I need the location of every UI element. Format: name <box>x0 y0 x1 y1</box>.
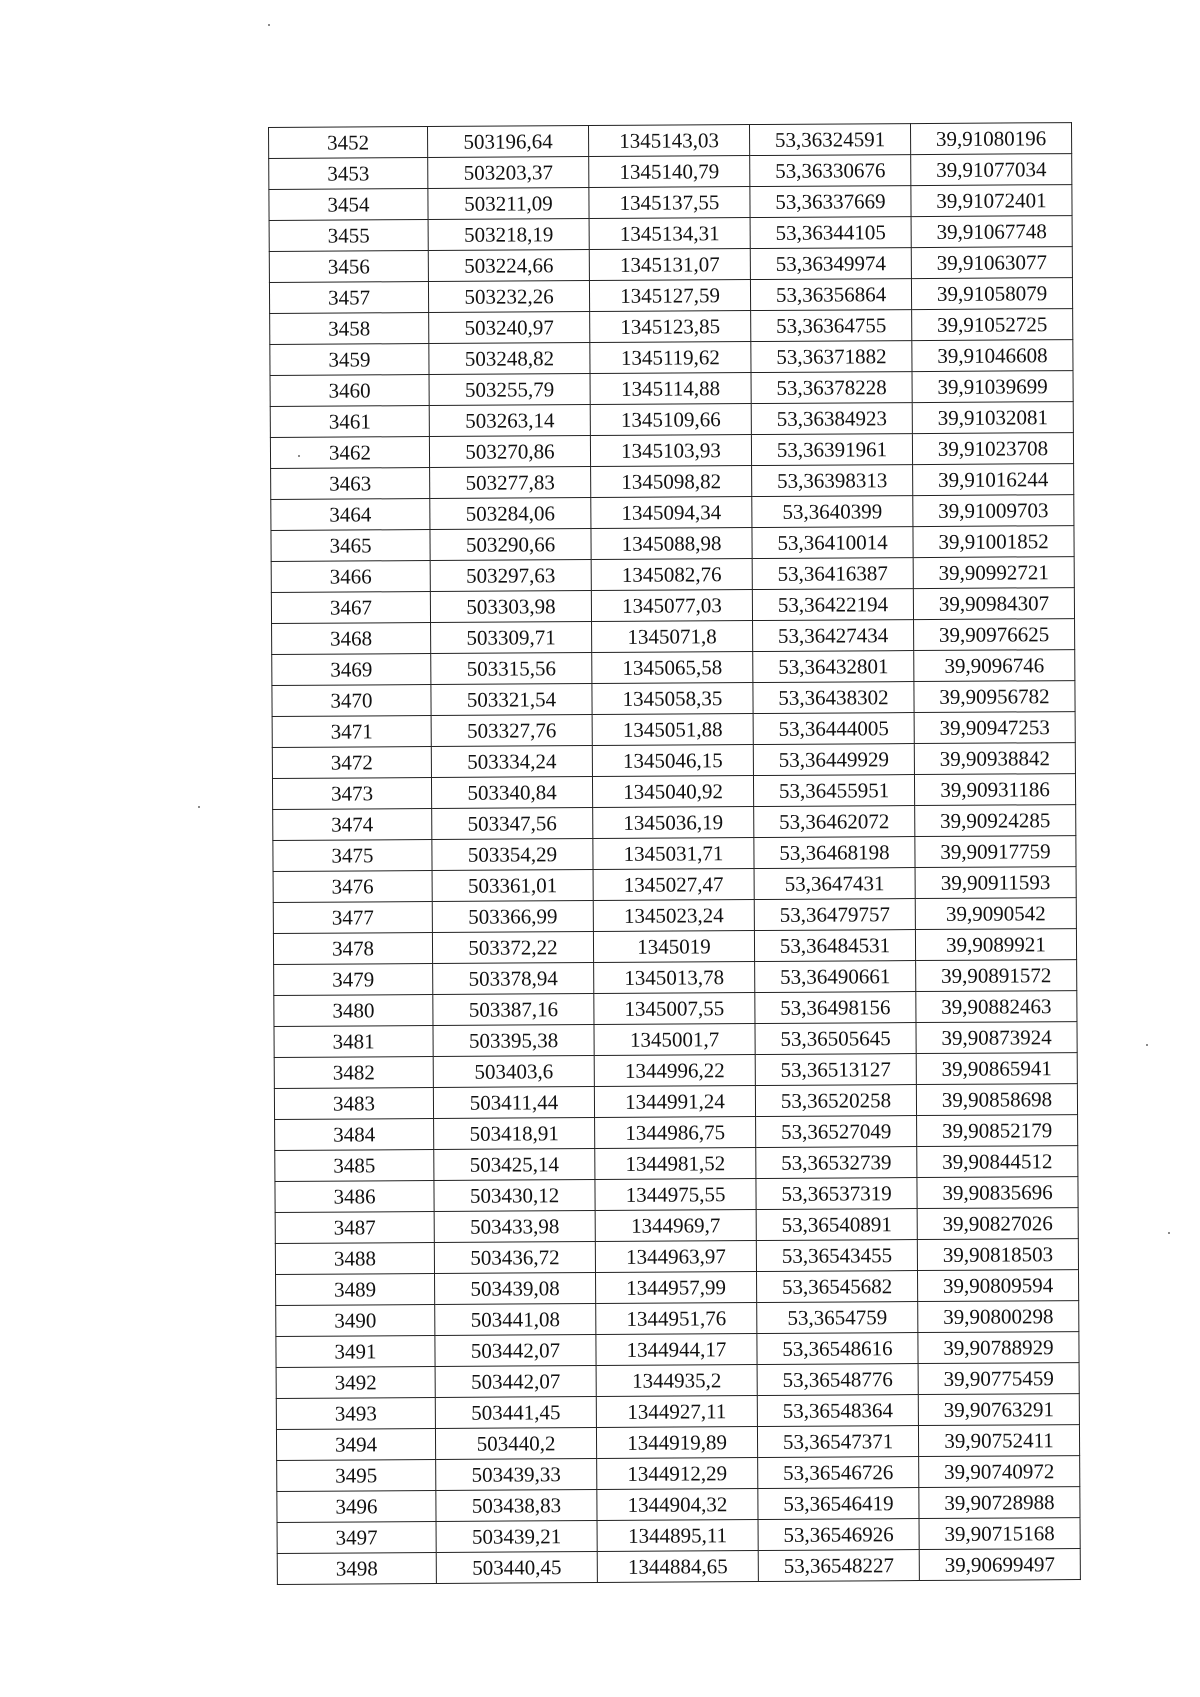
table-cell: 39,90976625 <box>914 619 1075 651</box>
table-cell: 503439,33 <box>436 1459 597 1491</box>
table-cell: 3480 <box>274 995 433 1027</box>
table-cell: 53,36548364 <box>757 1395 918 1427</box>
table-row <box>275 1208 1078 1244</box>
table-cell: 1345134,31 <box>589 218 750 250</box>
table-cell: 1345031,71 <box>593 838 754 870</box>
table-cell: 53,36537319 <box>756 1178 917 1210</box>
table-row <box>272 619 1075 655</box>
table-cell: 39,90809594 <box>917 1270 1078 1302</box>
table-cell: 53,36356864 <box>750 279 911 311</box>
table-row <box>273 867 1076 903</box>
table-cell: 53,36344105 <box>750 217 911 249</box>
table-cell: 3465 <box>271 530 430 562</box>
table-row <box>272 774 1075 810</box>
table-cell: 39,90938842 <box>914 743 1075 775</box>
table-cell: 3493 <box>276 1398 435 1430</box>
table-cell: 39,90800298 <box>918 1301 1079 1333</box>
scan-speck <box>1146 1044 1148 1046</box>
table-cell: 39,91009703 <box>913 495 1074 527</box>
table-cell: 39,90911593 <box>915 867 1076 899</box>
table-cell: 3479 <box>274 964 433 996</box>
table-cell: 503340,84 <box>431 777 592 809</box>
table-cell: 3489 <box>276 1274 435 1306</box>
table-cell: 3452 <box>269 127 428 159</box>
table-cell: 53,36540891 <box>756 1209 917 1241</box>
table-cell: 503334,24 <box>431 746 592 778</box>
table-cell: 39,90947253 <box>914 712 1075 744</box>
table-cell: 53,36479757 <box>754 899 915 931</box>
table-cell: 39,91052725 <box>912 309 1073 341</box>
table-cell: 53,36548616 <box>757 1333 918 1365</box>
table-cell: 503442,07 <box>435 1335 596 1367</box>
table-cell: 503203,37 <box>428 157 589 189</box>
table-row <box>270 371 1073 407</box>
table-cell: 53,36548776 <box>757 1364 918 1396</box>
table-cell: 1345109,66 <box>590 404 751 436</box>
table-row <box>269 216 1072 252</box>
table-cell: 3487 <box>275 1212 434 1244</box>
table-row <box>270 309 1073 345</box>
table-cell: 3455 <box>269 220 428 252</box>
table-cell: 39,9089921 <box>915 929 1076 961</box>
table-row <box>269 247 1072 283</box>
table-cell: 53,36427434 <box>753 620 914 652</box>
table-cell: 53,36498156 <box>755 992 916 1024</box>
table-cell: 3457 <box>269 282 428 314</box>
table-row <box>270 433 1073 469</box>
table-cell: 1344991,24 <box>594 1086 755 1118</box>
table-cell: 53,36438302 <box>753 682 914 714</box>
table-cell: 39,90699497 <box>919 1549 1080 1581</box>
table-cell: 503433,98 <box>434 1211 595 1243</box>
table-cell: 503440,45 <box>436 1552 597 1584</box>
scan-speck <box>198 806 200 808</box>
table-row <box>271 495 1074 531</box>
table-cell: 39,90931186 <box>914 774 1075 806</box>
scan-speck <box>1168 1232 1170 1234</box>
table-cell: 503303,98 <box>430 591 591 623</box>
table-row <box>275 1146 1078 1182</box>
table-cell: 503403,6 <box>433 1056 594 1088</box>
table-cell: 53,36547371 <box>757 1426 918 1458</box>
table-cell: 1344935,2 <box>596 1365 757 1397</box>
table-cell: 39,90956782 <box>914 681 1075 713</box>
table-cell: 53,36337669 <box>750 186 911 218</box>
table-cell: 1344969,7 <box>595 1210 756 1242</box>
coordinates-table-body <box>269 123 1081 1585</box>
table-cell: 39,9096746 <box>914 650 1075 682</box>
table-cell: 3495 <box>277 1460 436 1492</box>
table-row <box>269 278 1072 314</box>
table-cell: 39,90992721 <box>913 557 1074 589</box>
table-cell: 1345071,8 <box>592 621 753 653</box>
table-cell: 503361,01 <box>432 870 593 902</box>
table-cell: 1345019 <box>593 931 754 963</box>
table-cell: 3453 <box>269 158 428 190</box>
table-row <box>274 1022 1077 1058</box>
table-cell: 1344927,11 <box>596 1396 757 1428</box>
table-cell: 503232,26 <box>428 281 589 313</box>
table-row <box>271 557 1074 593</box>
table-cell: 3485 <box>275 1150 434 1182</box>
table-cell: 39,90882463 <box>916 991 1077 1023</box>
table-row <box>274 1084 1077 1120</box>
table-row <box>275 1115 1078 1151</box>
table-row <box>273 805 1076 841</box>
table-row <box>272 712 1075 748</box>
table-cell: 39,91016244 <box>913 464 1074 496</box>
table-cell: 53,36349974 <box>750 248 911 280</box>
table-cell: 53,36513127 <box>755 1054 916 1086</box>
table-cell: 39,90715168 <box>919 1518 1080 1550</box>
table-cell: 503425,14 <box>434 1149 595 1181</box>
table-cell: 503224,66 <box>428 250 589 282</box>
table-cell: 3474 <box>273 809 432 841</box>
table-cell: 53,36546726 <box>758 1457 919 1489</box>
table-cell: 39,90852179 <box>917 1115 1078 1147</box>
table-cell: 503439,08 <box>435 1273 596 1305</box>
table-cell: 3464 <box>271 499 430 531</box>
table-cell: 53,36455951 <box>753 775 914 807</box>
table-cell: 53,36527049 <box>756 1116 917 1148</box>
table-row <box>270 340 1073 376</box>
table-cell: 503240,97 <box>429 312 590 344</box>
table-cell: 53,36543455 <box>756 1240 917 1272</box>
table-cell: 39,91046608 <box>912 340 1073 372</box>
table-cell: 39,90827026 <box>917 1208 1078 1240</box>
table-cell: 503290,66 <box>430 529 591 561</box>
table-cell: 39,90891572 <box>916 960 1077 992</box>
table-cell: 39,91001852 <box>913 526 1074 558</box>
table-row <box>277 1518 1080 1554</box>
table-cell: 3473 <box>272 778 431 810</box>
table-cell: 3478 <box>273 933 432 965</box>
table-cell: 1345013,78 <box>594 962 755 994</box>
table-cell: 503366,99 <box>432 901 593 933</box>
table-cell: 1345001,7 <box>594 1024 755 1056</box>
table-cell: 3471 <box>272 716 431 748</box>
table-cell: 39,90835696 <box>917 1177 1078 1209</box>
table-cell: 1345140,79 <box>589 156 750 188</box>
table-cell: 1345123,85 <box>590 311 751 343</box>
table-row <box>274 991 1077 1027</box>
table-cell: 1345065,58 <box>592 652 753 684</box>
table-row <box>269 123 1072 159</box>
table-cell: 1345131,07 <box>589 249 750 281</box>
table-row <box>270 402 1073 438</box>
table-cell: 39,91067748 <box>911 216 1072 248</box>
table-cell: 53,3640399 <box>752 496 913 528</box>
table-cell: 1344904,32 <box>597 1489 758 1521</box>
table-cell: 53,36484531 <box>754 930 915 962</box>
table-cell: 3467 <box>271 592 430 624</box>
table-cell: 3492 <box>276 1367 435 1399</box>
table-cell: 39,91039699 <box>912 371 1073 403</box>
table-cell: 1345082,76 <box>591 559 752 591</box>
table-cell: 53,36490661 <box>755 961 916 993</box>
table-row <box>271 588 1074 624</box>
table-cell: 39,91080196 <box>910 123 1071 155</box>
table-cell: 1344963,97 <box>595 1241 756 1273</box>
table-row <box>276 1425 1079 1461</box>
table-cell: 503438,83 <box>436 1490 597 1522</box>
table-cell: 3459 <box>270 344 429 376</box>
table-cell: 53,36330676 <box>750 155 911 187</box>
table-cell: 1345077,03 <box>591 590 752 622</box>
table-cell: 53,36545682 <box>757 1271 918 1303</box>
table-cell: 1344957,99 <box>596 1272 757 1304</box>
table-cell: 53,36432801 <box>753 651 914 683</box>
table-cell: 3494 <box>276 1429 435 1461</box>
table-cell: 1345040,92 <box>592 776 753 808</box>
table-cell: 53,36546419 <box>758 1488 919 1520</box>
table-cell: 3456 <box>269 251 428 283</box>
table-cell: 3469 <box>272 654 431 686</box>
table-row <box>275 1239 1078 1275</box>
table-cell: 3497 <box>277 1521 436 1553</box>
table-cell: 39,90873924 <box>916 1022 1077 1054</box>
table-row <box>277 1487 1080 1523</box>
table-cell: 503387,16 <box>433 994 594 1026</box>
table-cell: 39,91063077 <box>911 247 1072 279</box>
table-cell: 39,91077034 <box>911 154 1072 186</box>
table-row <box>274 960 1077 996</box>
table-cell: 53,36416387 <box>752 558 913 590</box>
table-cell: 39,90763291 <box>918 1394 1079 1426</box>
table-cell: 1344919,89 <box>596 1427 757 1459</box>
table-cell: 503430,12 <box>434 1180 595 1212</box>
table-row <box>276 1363 1079 1399</box>
table-cell: 503277,83 <box>430 467 591 499</box>
table-cell: 39,9090542 <box>915 898 1076 930</box>
table-cell: 53,36371882 <box>751 341 912 373</box>
table-cell: 3458 <box>270 313 429 345</box>
table-cell: 503442,07 <box>435 1366 596 1398</box>
table-row <box>272 681 1075 717</box>
table-cell: 39,90728988 <box>919 1487 1080 1519</box>
table-row <box>276 1332 1079 1368</box>
table-cell: 53,36505645 <box>755 1023 916 1055</box>
table-cell: 53,36391961 <box>751 434 912 466</box>
table-cell: 503297,63 <box>430 560 591 592</box>
table-cell: 503347,56 <box>432 808 593 840</box>
table-cell: 1345119,62 <box>590 342 751 374</box>
table-cell: 39,90917759 <box>915 836 1076 868</box>
table-cell: 3488 <box>275 1243 434 1275</box>
table-cell: 39,91032081 <box>912 402 1073 434</box>
table-cell: 39,90752411 <box>918 1425 1079 1457</box>
table-cell: 53,36398313 <box>752 465 913 497</box>
table-cell: 503255,79 <box>429 374 590 406</box>
table-cell: 53,36468198 <box>754 837 915 869</box>
table-cell: 39,90984307 <box>913 588 1074 620</box>
table-cell: 1345098,82 <box>591 466 752 498</box>
table-cell: 1344981,52 <box>595 1148 756 1180</box>
table-row <box>273 929 1076 965</box>
table-cell: 1344895,11 <box>597 1520 758 1552</box>
table-row <box>272 743 1075 779</box>
table-cell: 503439,21 <box>436 1521 597 1553</box>
table-cell: 39,91072401 <box>911 185 1072 217</box>
table-cell: 53,36324591 <box>749 124 910 156</box>
table-cell: 3484 <box>275 1119 434 1151</box>
table-cell: 53,36444005 <box>753 713 914 745</box>
table-cell: 503218,19 <box>428 219 589 251</box>
table-cell: 1345094,34 <box>591 497 752 529</box>
table-cell: 503211,09 <box>428 188 589 220</box>
table-cell: 53,36410014 <box>752 527 913 559</box>
table-cell: 53,36532739 <box>756 1147 917 1179</box>
table-cell: 39,90924285 <box>915 805 1076 837</box>
table-cell: 503270,86 <box>429 436 590 468</box>
table-cell: 39,90858698 <box>916 1084 1077 1116</box>
table-cell: 53,36422194 <box>752 589 913 621</box>
table-cell: 1345103,93 <box>590 435 751 467</box>
table-cell: 1345114,88 <box>590 373 751 405</box>
table-cell: 1345088,98 <box>591 528 752 560</box>
table-cell: 503309,71 <box>431 622 592 654</box>
table-cell: 3470 <box>272 685 431 717</box>
table-cell: 53,36546926 <box>758 1519 919 1551</box>
table-row <box>276 1301 1079 1337</box>
table-row <box>274 1053 1077 1089</box>
table-row <box>276 1270 1079 1306</box>
table-cell: 3477 <box>273 902 432 934</box>
table-cell: 503263,14 <box>429 405 590 437</box>
table-cell: 3481 <box>274 1026 433 1058</box>
table-cell: 3463 <box>271 468 430 500</box>
table-cell: 53,36384923 <box>751 403 912 435</box>
table-cell: 1344912,29 <box>597 1458 758 1490</box>
table-cell: 3498 <box>277 1552 436 1584</box>
table-cell: 39,90818503 <box>917 1239 1078 1271</box>
table-cell: 39,90844512 <box>917 1146 1078 1178</box>
table-cell: 3482 <box>274 1057 433 1089</box>
table-cell: 3483 <box>274 1088 433 1120</box>
table-cell: 1344884,65 <box>597 1551 758 1583</box>
table-cell: 3466 <box>271 561 430 593</box>
table-cell: 503378,94 <box>433 963 594 995</box>
table-cell: 39,90740972 <box>919 1456 1080 1488</box>
table-cell: 1344944,17 <box>596 1334 757 1366</box>
table-cell: 39,91023708 <box>912 433 1073 465</box>
table-row <box>269 185 1072 221</box>
scan-speck <box>268 24 270 26</box>
table-cell: 53,36462072 <box>754 806 915 838</box>
table-cell: 503440,2 <box>435 1428 596 1460</box>
table-cell: 503441,45 <box>435 1397 596 1429</box>
table-cell: 1345036,19 <box>593 807 754 839</box>
table-cell: 1345058,35 <box>592 683 753 715</box>
table-row <box>271 464 1074 500</box>
table-cell: 503372,22 <box>432 932 593 964</box>
table-row <box>277 1456 1080 1492</box>
table-row <box>273 898 1076 934</box>
table-cell: 53,36520258 <box>755 1085 916 1117</box>
table-cell: 3475 <box>273 840 432 872</box>
table-cell: 1345046,15 <box>592 745 753 777</box>
table-cell: 3461 <box>270 406 429 438</box>
table-cell: 503411,44 <box>433 1087 594 1119</box>
coordinates-table <box>268 122 1081 1585</box>
table-row <box>269 154 1072 190</box>
table-cell: 503315,56 <box>431 653 592 685</box>
table-cell: 503284,06 <box>430 498 591 530</box>
table-cell: 3486 <box>275 1181 434 1213</box>
table-cell: 503354,29 <box>432 839 593 871</box>
table-cell: 1344975,55 <box>595 1179 756 1211</box>
table-cell: 503321,54 <box>431 684 592 716</box>
table-cell: 1345027,47 <box>593 869 754 901</box>
table-cell: 1345137,55 <box>589 187 750 219</box>
table-cell: 503436,72 <box>434 1242 595 1274</box>
table-cell: 3468 <box>272 623 431 655</box>
table-cell: 1344986,75 <box>595 1117 756 1149</box>
table-cell: 53,36548227 <box>758 1550 919 1582</box>
table-cell: 3490 <box>276 1305 435 1337</box>
table-cell: 53,36449929 <box>753 744 914 776</box>
table-row <box>277 1549 1080 1585</box>
table-row <box>271 526 1074 562</box>
table-cell: 39,91058079 <box>911 278 1072 310</box>
table-cell: 3462 <box>270 437 429 469</box>
table-cell: 53,3654759 <box>757 1302 918 1334</box>
table-row <box>276 1394 1079 1430</box>
table-cell: 503441,08 <box>435 1304 596 1336</box>
table-cell: 3476 <box>273 871 432 903</box>
table-cell: 1345023,24 <box>593 900 754 932</box>
table-cell: 503248,82 <box>429 343 590 375</box>
table-cell: 503196,64 <box>428 126 589 158</box>
table-cell: 503418,91 <box>434 1118 595 1150</box>
table-cell: 3491 <box>276 1336 435 1368</box>
table-cell: 53,36378228 <box>751 372 912 404</box>
table-cell: 39,90775459 <box>918 1363 1079 1395</box>
table-cell: 3460 <box>270 375 429 407</box>
table-cell: 503395,38 <box>433 1025 594 1057</box>
table-cell: 503327,76 <box>431 715 592 747</box>
table-cell: 3454 <box>269 189 428 221</box>
table-cell: 1345127,59 <box>589 280 750 312</box>
table-row <box>275 1177 1078 1213</box>
table-cell: 3472 <box>272 747 431 779</box>
table-row <box>273 836 1076 872</box>
table-cell: 39,90865941 <box>916 1053 1077 1085</box>
table-cell: 1344996,22 <box>594 1055 755 1087</box>
table-cell: 3496 <box>277 1491 436 1523</box>
table-cell: 39,90788929 <box>918 1332 1079 1364</box>
table-cell: 53,3647431 <box>754 868 915 900</box>
table-cell: 1344951,76 <box>596 1303 757 1335</box>
table-row <box>272 650 1075 686</box>
table-cell: 1345007,55 <box>594 993 755 1025</box>
table-cell: 1345143,03 <box>588 125 749 157</box>
table-cell: 1345051,88 <box>592 714 753 746</box>
table-cell: 53,36364755 <box>751 310 912 342</box>
